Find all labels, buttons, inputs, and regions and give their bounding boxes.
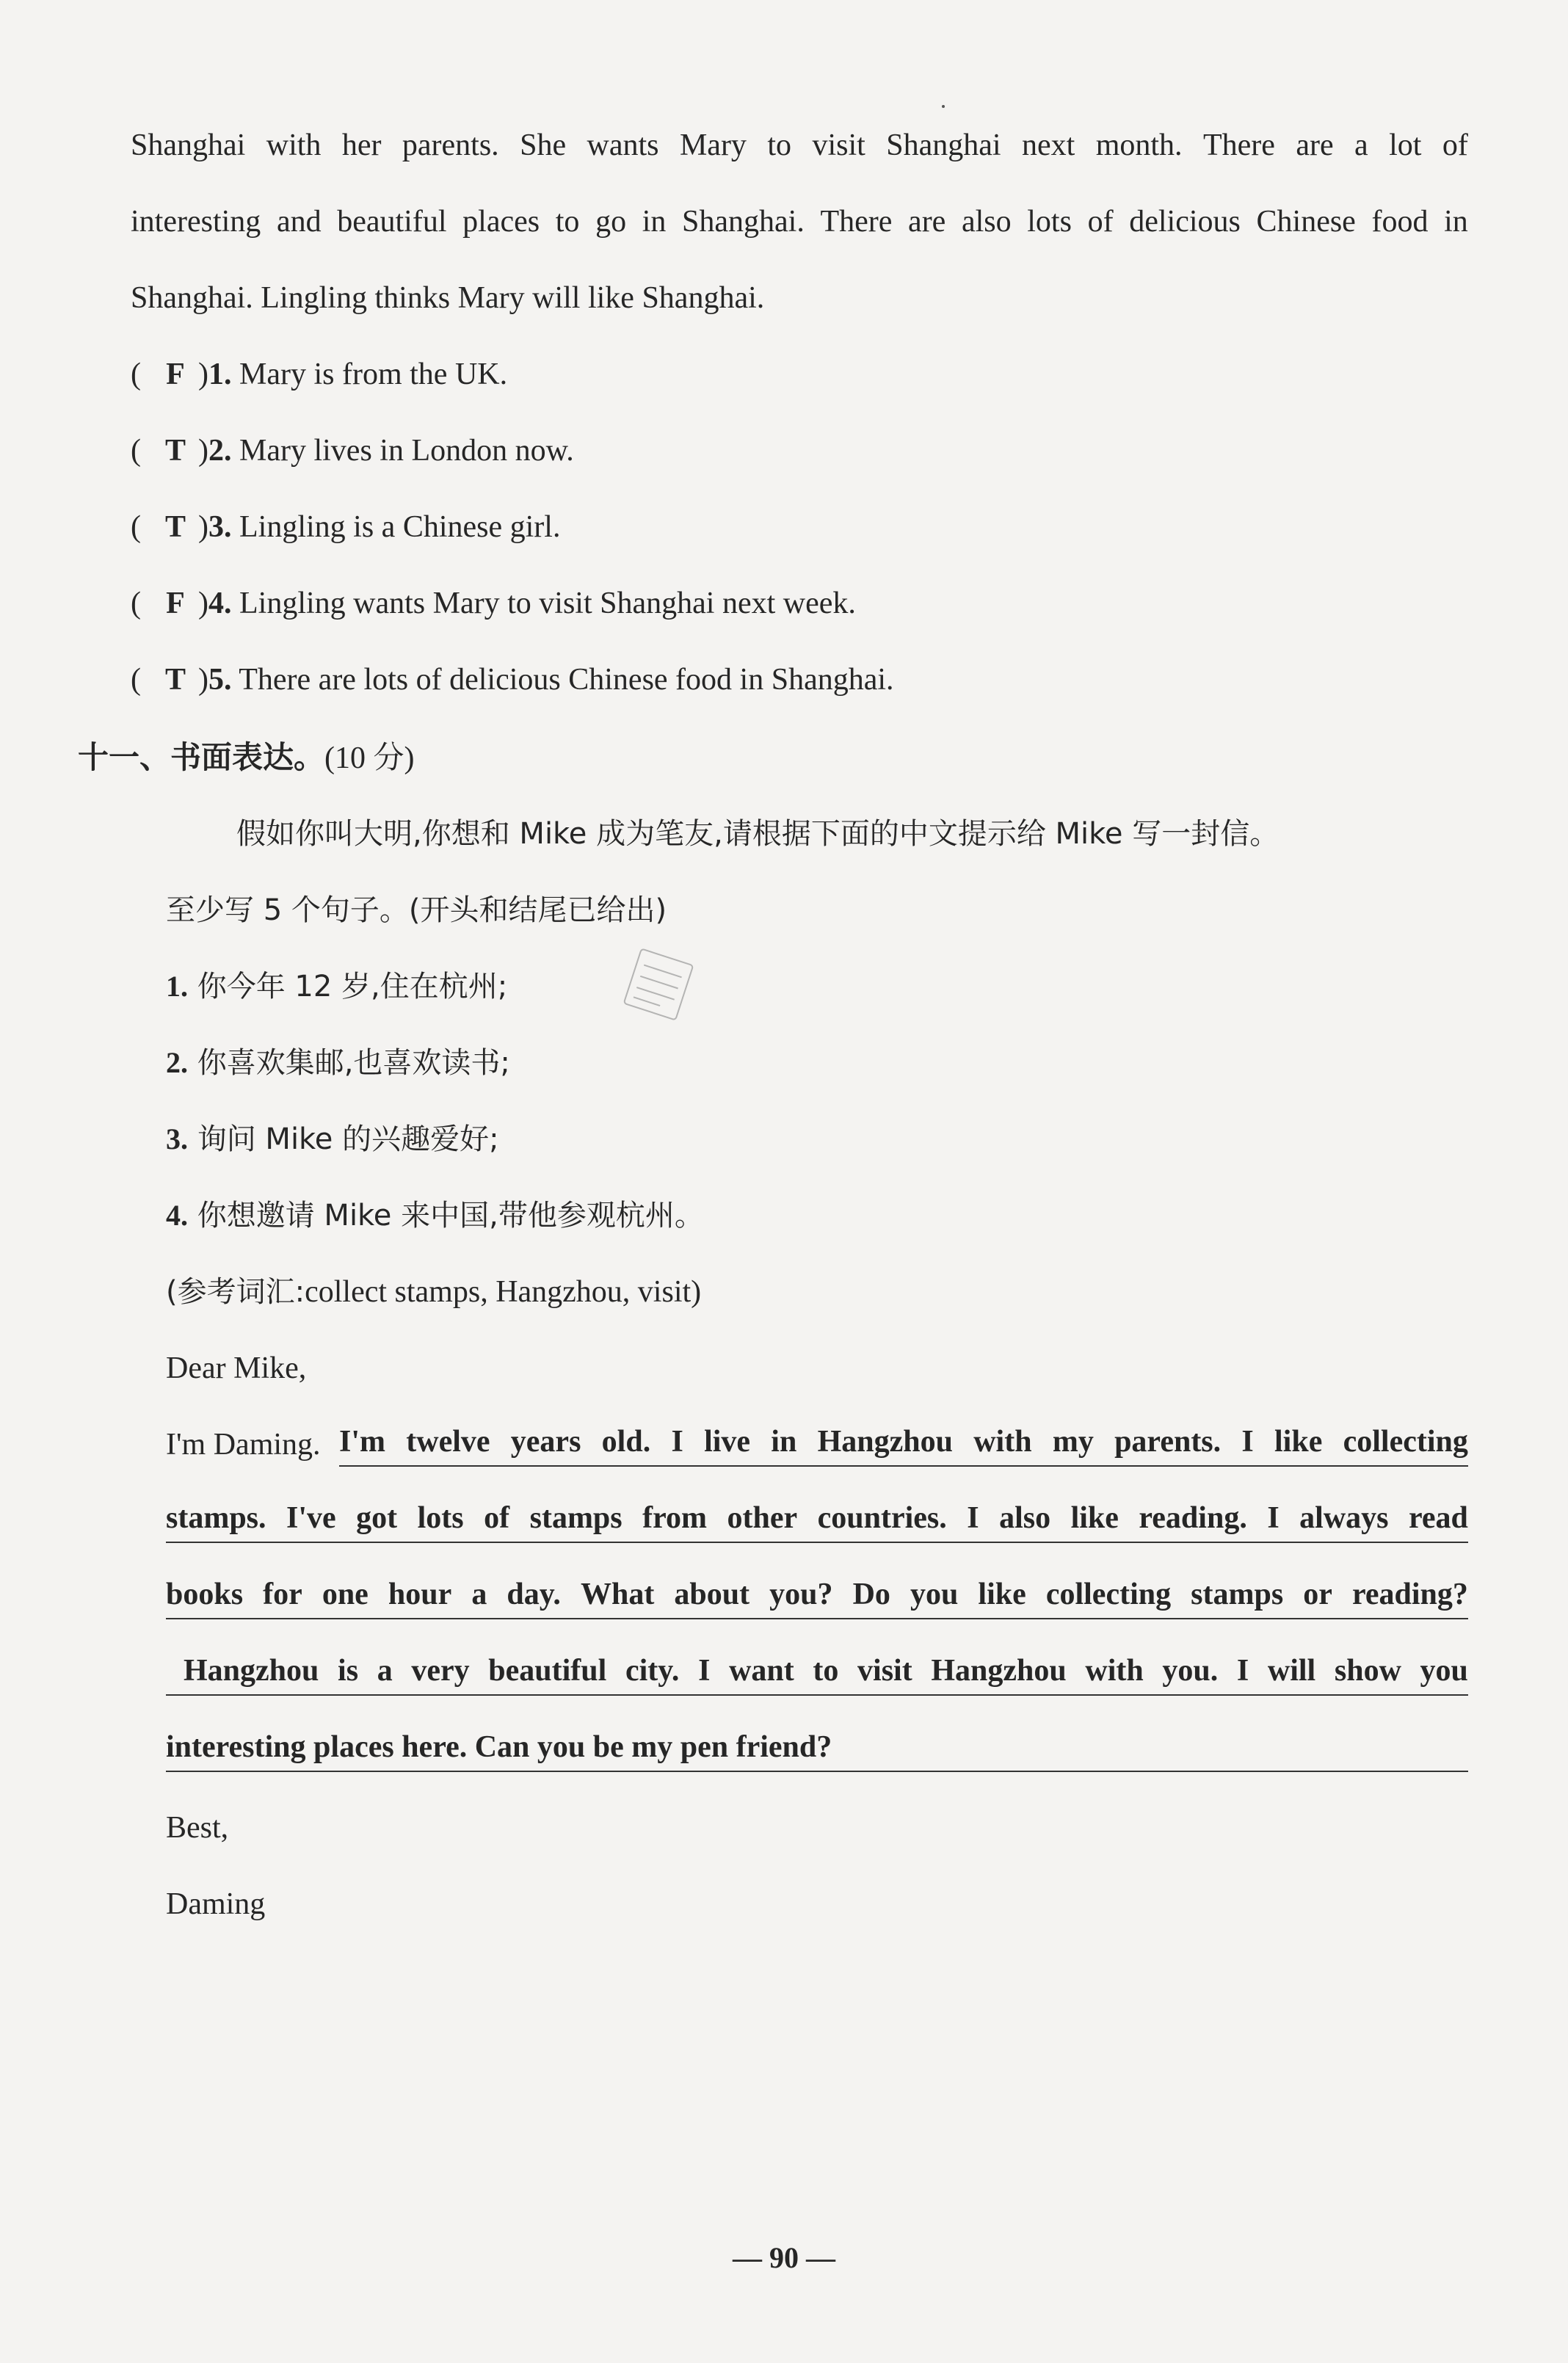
answer-line-2-word: I've (286, 1501, 336, 1535)
passage-line-1-word: next (1021, 128, 1075, 162)
passage-line-2-word: go (595, 205, 627, 239)
passage-line-2-word: to (555, 205, 580, 239)
answer-line-1 (339, 1421, 1468, 1467)
passage-line-1-word: wants (587, 128, 659, 162)
answer-line-4-word: is (338, 1654, 359, 1688)
answer-line-1-word: old. (601, 1425, 651, 1459)
answer-line-3-word: about (674, 1578, 750, 1611)
hint-2: 2. 你喜欢集邮,也喜欢读书; (166, 1046, 510, 1080)
answer-line-1-word: live (704, 1425, 751, 1459)
question-1: ( F )1. Mary is from the UK. (131, 354, 507, 395)
answer-line-4-word: with (1085, 1654, 1144, 1688)
answer-line-1-word: years (510, 1425, 581, 1459)
letter-closing: Best, (166, 1811, 229, 1845)
answer-line-1-word: collecting (1343, 1425, 1468, 1459)
page-number: — 90 — (733, 2241, 835, 2274)
answer-line-3-word: day. (507, 1578, 561, 1611)
answer-line-2-word: always (1299, 1501, 1389, 1535)
answer-line-1-word: my (1052, 1425, 1094, 1459)
hint-4: 4. 你想邀请 Mike 来中国,带他参观杭州。 (166, 1199, 704, 1233)
answer-line-4-word: Hangzhou (184, 1654, 319, 1688)
passage-line-2-word: interesting (131, 205, 261, 239)
section-score: (10 分) (324, 741, 415, 775)
question-2: ( T )2. Mary lives in London now. (131, 430, 574, 471)
answer-line-3-word: collecting (1045, 1578, 1172, 1611)
passage-line-1-word: lot (1389, 128, 1422, 162)
answer-line-4-word: I (698, 1654, 711, 1688)
passage-line-2-word: Shanghai. (682, 205, 805, 239)
instruction-line-2: 至少写 5 个句子。(开头和结尾已给出) (166, 893, 667, 927)
answer-line-4-word: beautiful (488, 1654, 607, 1688)
answer-line-1-word: Hangzhou (817, 1425, 953, 1459)
answer-line-2-word: stamps. (166, 1501, 266, 1535)
passage-line-2-word: food (1371, 205, 1429, 239)
passage-line-2-word: There (820, 205, 893, 239)
passage-line-1-word: She (520, 128, 567, 162)
answer-line-4-word: you (1420, 1654, 1468, 1688)
passage-line-1-word: with (266, 128, 322, 162)
answer-line-4-word: show (1334, 1654, 1401, 1688)
hint-3: 3. 询问 Mike 的兴趣爱好; (166, 1122, 499, 1156)
passage-line-1 (131, 125, 1468, 166)
answer-line-4-word: will (1267, 1654, 1316, 1688)
answer-line-2-word: also (999, 1501, 1051, 1535)
vocab-hint: (参考词汇:collect stamps, Hangzhou, visit) (166, 1275, 702, 1309)
answer-line-2-word: other (727, 1501, 798, 1535)
passage-line-2 (131, 201, 1468, 242)
answer-line-2-word: lots (417, 1501, 464, 1535)
answer-3: T (164, 510, 186, 544)
passage-line-1-word: to (767, 128, 792, 162)
answer-line-1-word: I (1241, 1425, 1254, 1459)
answer-line-2-word: read (1409, 1501, 1468, 1535)
answer-line-1-word: in (771, 1425, 797, 1459)
answer-line-3-word: reading? (1351, 1578, 1468, 1611)
answer-line-1-word: like (1274, 1425, 1323, 1459)
hint-1: 1. 你今年 12 岁,住在杭州; (166, 970, 508, 1003)
section-heading (78, 737, 415, 779)
passage-line-1-word: There (1202, 128, 1275, 162)
answer-line-2 (166, 1498, 1468, 1543)
answer-line-1-word: with (973, 1425, 1032, 1459)
passage-line-2-word: places (462, 205, 540, 239)
ink-dot (942, 105, 945, 108)
answer-line-3-word: you? (769, 1578, 833, 1611)
passage-line-1-word: of (1442, 128, 1468, 162)
answer-line-2-word: I (967, 1501, 979, 1535)
passage-line-1-word: Shanghai (131, 128, 246, 162)
answer-line-3-word: What (580, 1578, 655, 1611)
answer-line-2-word: like (1070, 1501, 1119, 1535)
passage-line-2-word: of (1087, 205, 1114, 239)
answer-line-3-word: stamps (1191, 1578, 1284, 1611)
answer-line-4 (166, 1650, 1468, 1696)
passage-line-1-word: Mary (679, 128, 747, 162)
passage-line-2-word: in (1444, 205, 1468, 239)
answer-line-4-word: I (1236, 1654, 1249, 1688)
passage-line-2-word: and (276, 205, 322, 239)
question-4: ( F )4. Lingling wants Mary to visit Shanghai next week. (131, 583, 856, 624)
answer-line-3-word: a (471, 1578, 487, 1611)
question-3: ( T )3. Lingling is a Chinese girl. (131, 507, 560, 548)
answer-line-3-word: Do (852, 1578, 890, 1611)
passage-line-1-word: her (341, 128, 382, 162)
instruction-line-1: 假如你叫大明,你想和 Mike 成为笔友,请根据下面的中文提示给 Mike 写一封信。 (236, 817, 1280, 851)
answer-line-3-word: for (263, 1578, 302, 1611)
answer-line-3-word: you (910, 1578, 959, 1611)
question-5: ( T )5. There are lots of delicious Chinese food in Shanghai. (131, 659, 894, 700)
answer-line-1-word: twelve (406, 1425, 490, 1459)
letter-opening: I'm Daming. (166, 1428, 321, 1462)
answer-5: T (164, 663, 186, 697)
answer-line-4-word: very (411, 1654, 470, 1688)
answer-line-5: interesting places here. Can you be my pen friend? (166, 1727, 1468, 1772)
passage-line-2-word: Chinese (1256, 205, 1356, 239)
answer-line-3-word: one (322, 1578, 369, 1611)
letter-greeting: Dear Mike, (166, 1351, 307, 1385)
letter-signature: Daming (166, 1887, 266, 1921)
answer-line-4-word: Hangzhou (931, 1654, 1067, 1688)
answer-line-4-word: visit (857, 1654, 912, 1688)
answer-line-1-word: parents. (1114, 1425, 1222, 1459)
answer-line-3 (166, 1574, 1468, 1619)
passage-line-1-word: parents. (402, 128, 499, 162)
passage-line-1-word: a (1354, 128, 1368, 162)
passage-line-3: Shanghai. Lingling thinks Mary will like Shanghai. (131, 281, 765, 315)
passage-line-2-word: lots (1027, 205, 1072, 239)
answer-line-3-word: hour (388, 1578, 452, 1611)
answer-line-1-word: I (671, 1425, 683, 1459)
answer-line-2-word: of (484, 1501, 510, 1535)
answer-2: T (164, 434, 186, 468)
answer-line-4-word: to (813, 1654, 839, 1688)
stamp-watermark (615, 941, 702, 1028)
passage-line-2-word: beautiful (337, 205, 447, 239)
answer-line-1-word: I'm (339, 1425, 385, 1459)
answer-line-4-word: a (377, 1654, 393, 1688)
passage-line-1-word: Shanghai (886, 128, 1001, 162)
section-title: 十一、书面表达。 (78, 739, 325, 775)
passage-line-2-word: are (908, 205, 946, 239)
answer-line-3-word: or (1303, 1578, 1332, 1611)
passage-line-2-word: in (642, 205, 667, 239)
answer-line-4-word: city. (625, 1654, 680, 1688)
answer-line-2-word: stamps (529, 1501, 623, 1535)
answer-line-2-word: got (356, 1501, 398, 1535)
answer-1: F (166, 357, 185, 391)
passage-line-2-word: also (961, 205, 1012, 239)
passage-line-1-word: are (1296, 128, 1334, 162)
answer-line-4-word: you. (1162, 1654, 1219, 1688)
answer-line-4-word: want (729, 1654, 794, 1688)
answer-line-3-word: like (978, 1578, 1026, 1611)
answer-line-2-word: reading. (1139, 1501, 1247, 1535)
answer-line-2-word: from (642, 1501, 707, 1535)
answer-4: F (166, 587, 185, 620)
passage-line-1-word: visit (812, 128, 865, 162)
answer-line-3-word: books (166, 1578, 244, 1611)
passage-line-1-word: month. (1095, 128, 1183, 162)
answer-line-2-word: countries. (817, 1501, 947, 1535)
answer-line-2-word: I (1267, 1501, 1280, 1535)
passage-line-2-word: delicious (1129, 205, 1241, 239)
